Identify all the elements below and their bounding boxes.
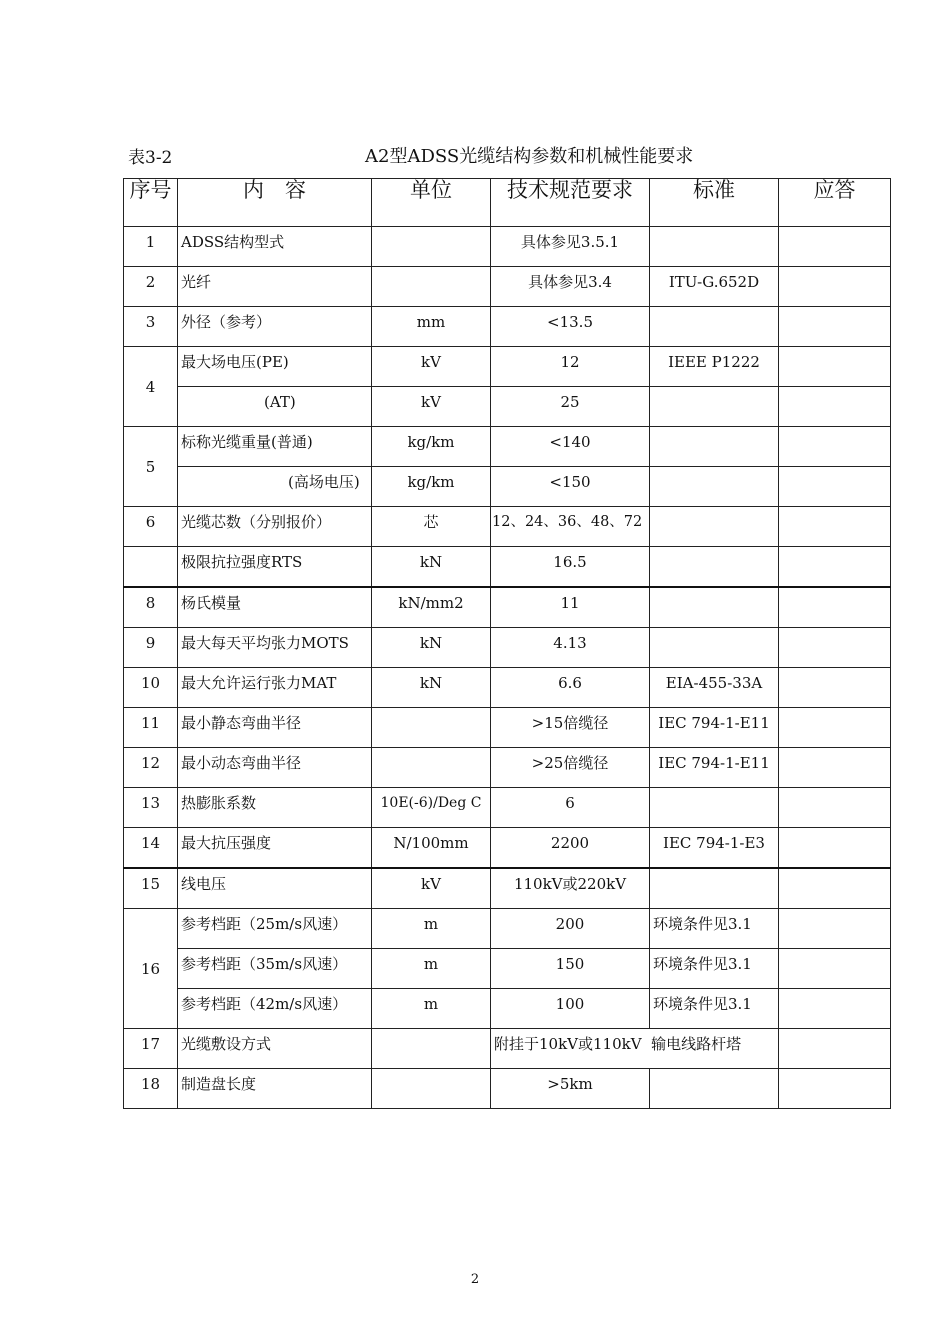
row-content: 最大抗压强度	[178, 828, 372, 869]
row-response[interactable]	[779, 668, 891, 708]
row-spec: >15倍缆径	[491, 708, 650, 748]
row-unit	[372, 708, 491, 748]
row-no: 14	[124, 828, 178, 869]
row-content: 光纤	[178, 267, 372, 307]
row-content: 外径（参考）	[178, 307, 372, 347]
table-row	[124, 1029, 891, 1069]
row-standard: ITU-G.652D	[650, 267, 779, 307]
page-number: 2	[470, 1272, 480, 1287]
table-row	[124, 748, 891, 788]
row-standard: IEC 794-1-E3	[650, 828, 779, 869]
row-unit: kV	[372, 387, 491, 427]
row-content: 最小静态弯曲半径	[178, 708, 372, 748]
row-standard	[650, 507, 779, 547]
row-spec: 6	[491, 788, 650, 828]
row-unit: m	[372, 949, 491, 989]
row-no: 16	[124, 909, 178, 1029]
row-no: 3	[124, 307, 178, 347]
row-response[interactable]	[779, 427, 891, 467]
row-content: 最小动态弯曲半径	[178, 748, 372, 788]
row-spec: >5km	[491, 1069, 650, 1109]
row-content: (AT)	[178, 387, 372, 427]
row-standard	[650, 227, 779, 267]
table-row	[124, 668, 891, 708]
row-response[interactable]	[779, 227, 891, 267]
row-unit: m	[372, 989, 491, 1029]
row-response[interactable]	[779, 1069, 891, 1109]
row-spec: 150	[491, 949, 650, 989]
row-spec: 100	[491, 989, 650, 1029]
spec-table	[123, 178, 891, 1109]
row-content: 极限抗拉强度RTS	[178, 547, 372, 588]
row-standard	[650, 387, 779, 427]
row-content: 杨氏模量	[178, 587, 372, 628]
row-standard: IEEE P1222	[650, 347, 779, 387]
row-unit	[372, 748, 491, 788]
row-unit: kN/mm2	[372, 587, 491, 628]
row-response[interactable]	[779, 547, 891, 588]
row-spec: 11	[491, 587, 650, 628]
table-row	[124, 587, 891, 628]
row-spec: 200	[491, 909, 650, 949]
row-no: 17	[124, 1029, 178, 1069]
table-row	[124, 267, 891, 307]
row-response[interactable]	[779, 868, 891, 909]
row-unit: 10E(-6)/Deg C	[372, 788, 491, 828]
row-standard	[650, 1069, 779, 1109]
row-content: 光缆敷设方式	[178, 1029, 372, 1069]
row-response[interactable]	[779, 267, 891, 307]
row-standard: 环境条件见3.1	[650, 909, 779, 949]
row-response[interactable]	[779, 387, 891, 427]
row-response[interactable]	[779, 949, 891, 989]
row-no: 5	[124, 427, 178, 507]
row-spec: 附挂于10kV或110kV 输电线路杆塔	[491, 1029, 779, 1069]
row-spec: >25倍缆径	[491, 748, 650, 788]
table-row	[124, 307, 891, 347]
row-content: 参考档距（25m/s风速）	[178, 909, 372, 949]
row-response[interactable]	[779, 788, 891, 828]
row-spec: <150	[491, 467, 650, 507]
row-response[interactable]	[779, 628, 891, 668]
row-response[interactable]	[779, 708, 891, 748]
row-no: 6	[124, 507, 178, 547]
row-no: 8	[124, 587, 178, 628]
header-response: 应答	[779, 179, 891, 227]
row-no: 15	[124, 868, 178, 909]
row-spec: <140	[491, 427, 650, 467]
row-content: 线电压	[178, 868, 372, 909]
row-no: 13	[124, 788, 178, 828]
row-unit: kg/km	[372, 467, 491, 507]
table-row	[124, 387, 891, 427]
row-standard: 环境条件见3.1	[650, 949, 779, 989]
row-content: 最大允许运行张力MAT	[178, 668, 372, 708]
row-standard	[650, 628, 779, 668]
table-row	[124, 828, 891, 869]
table-row	[124, 628, 891, 668]
row-spec: 具体参见3.5.1	[491, 227, 650, 267]
row-response[interactable]	[779, 828, 891, 869]
row-standard	[650, 307, 779, 347]
header-content: 内 容	[178, 179, 372, 227]
row-standard: EIA-455-33A	[650, 668, 779, 708]
table-row	[124, 868, 891, 909]
row-unit: m	[372, 909, 491, 949]
table-number: 表3-2	[128, 148, 173, 168]
row-response[interactable]	[779, 307, 891, 347]
table-row	[124, 507, 891, 547]
row-standard	[650, 547, 779, 588]
row-no	[124, 547, 178, 588]
row-content: (高场电压)	[178, 467, 372, 507]
row-spec: 6.6	[491, 668, 650, 708]
row-unit: N/100mm	[372, 828, 491, 869]
table-row	[124, 989, 891, 1029]
row-content: 参考档距（42m/s风速）	[178, 989, 372, 1029]
table-title: A2型ADSS光缆结构参数和机械性能要求	[365, 146, 694, 167]
row-response[interactable]	[779, 989, 891, 1029]
row-unit: kV	[372, 347, 491, 387]
row-unit: kN	[372, 628, 491, 668]
row-content: 最大场电压(PE)	[178, 347, 372, 387]
row-standard	[650, 427, 779, 467]
table-row	[124, 708, 891, 748]
row-standard	[650, 868, 779, 909]
row-no: 11	[124, 708, 178, 748]
row-standard: IEC 794-1-E11	[650, 748, 779, 788]
row-unit: kN	[372, 547, 491, 588]
row-unit: kV	[372, 868, 491, 909]
row-unit: kN	[372, 668, 491, 708]
row-spec: 25	[491, 387, 650, 427]
row-no: 9	[124, 628, 178, 668]
table-row	[124, 427, 891, 467]
row-content: 热膨胀系数	[178, 788, 372, 828]
row-standard	[650, 467, 779, 507]
row-no: 2	[124, 267, 178, 307]
row-unit	[372, 227, 491, 267]
table-row	[124, 949, 891, 989]
row-content: 光缆芯数（分别报价）	[178, 507, 372, 547]
row-response[interactable]	[779, 748, 891, 788]
row-unit	[372, 267, 491, 307]
table-row	[124, 227, 891, 267]
row-standard	[650, 788, 779, 828]
header-unit: 单位	[372, 179, 491, 227]
table-row	[124, 1069, 891, 1109]
row-standard: IEC 794-1-E11	[650, 708, 779, 748]
row-content: ADSS结构型式	[178, 227, 372, 267]
row-no: 4	[124, 347, 178, 427]
row-no: 10	[124, 668, 178, 708]
row-no: 18	[124, 1069, 178, 1109]
row-spec: 4.13	[491, 628, 650, 668]
row-no: 12	[124, 748, 178, 788]
table-row	[124, 547, 891, 588]
row-spec: <13.5	[491, 307, 650, 347]
row-response[interactable]	[779, 909, 891, 949]
row-response[interactable]	[779, 347, 891, 387]
row-spec: 具体参见3.4	[491, 267, 650, 307]
row-spec: 2200	[491, 828, 650, 869]
row-spec: 12	[491, 347, 650, 387]
row-unit: kg/km	[372, 427, 491, 467]
row-spec: 12、24、36、48、72	[491, 507, 650, 547]
row-no: 1	[124, 227, 178, 267]
header-no: 序号	[124, 179, 178, 227]
row-unit: mm	[372, 307, 491, 347]
table-row	[124, 909, 891, 949]
row-unit	[372, 1029, 491, 1069]
row-unit: 芯	[372, 507, 491, 547]
row-content: 制造盘长度	[178, 1069, 372, 1109]
table-row	[124, 467, 891, 507]
header-row	[124, 179, 891, 227]
row-spec: 16.5	[491, 547, 650, 588]
row-content: 参考档距（35m/s风速）	[178, 949, 372, 989]
table-row	[124, 788, 891, 828]
row-unit	[372, 1069, 491, 1109]
table-row	[124, 347, 891, 387]
row-spec: 110kV或220kV	[491, 868, 650, 909]
row-response[interactable]	[779, 587, 891, 628]
header-standard: 标准	[650, 179, 779, 227]
row-response[interactable]	[779, 507, 891, 547]
row-response[interactable]	[779, 1029, 891, 1069]
row-response[interactable]	[779, 467, 891, 507]
row-content: 最大每天平均张力MOTS	[178, 628, 372, 668]
header-spec: 技术规范要求	[491, 179, 650, 227]
row-standard	[650, 587, 779, 628]
row-standard: 环境条件见3.1	[650, 989, 779, 1029]
row-content: 标称光缆重量(普通)	[178, 427, 372, 467]
